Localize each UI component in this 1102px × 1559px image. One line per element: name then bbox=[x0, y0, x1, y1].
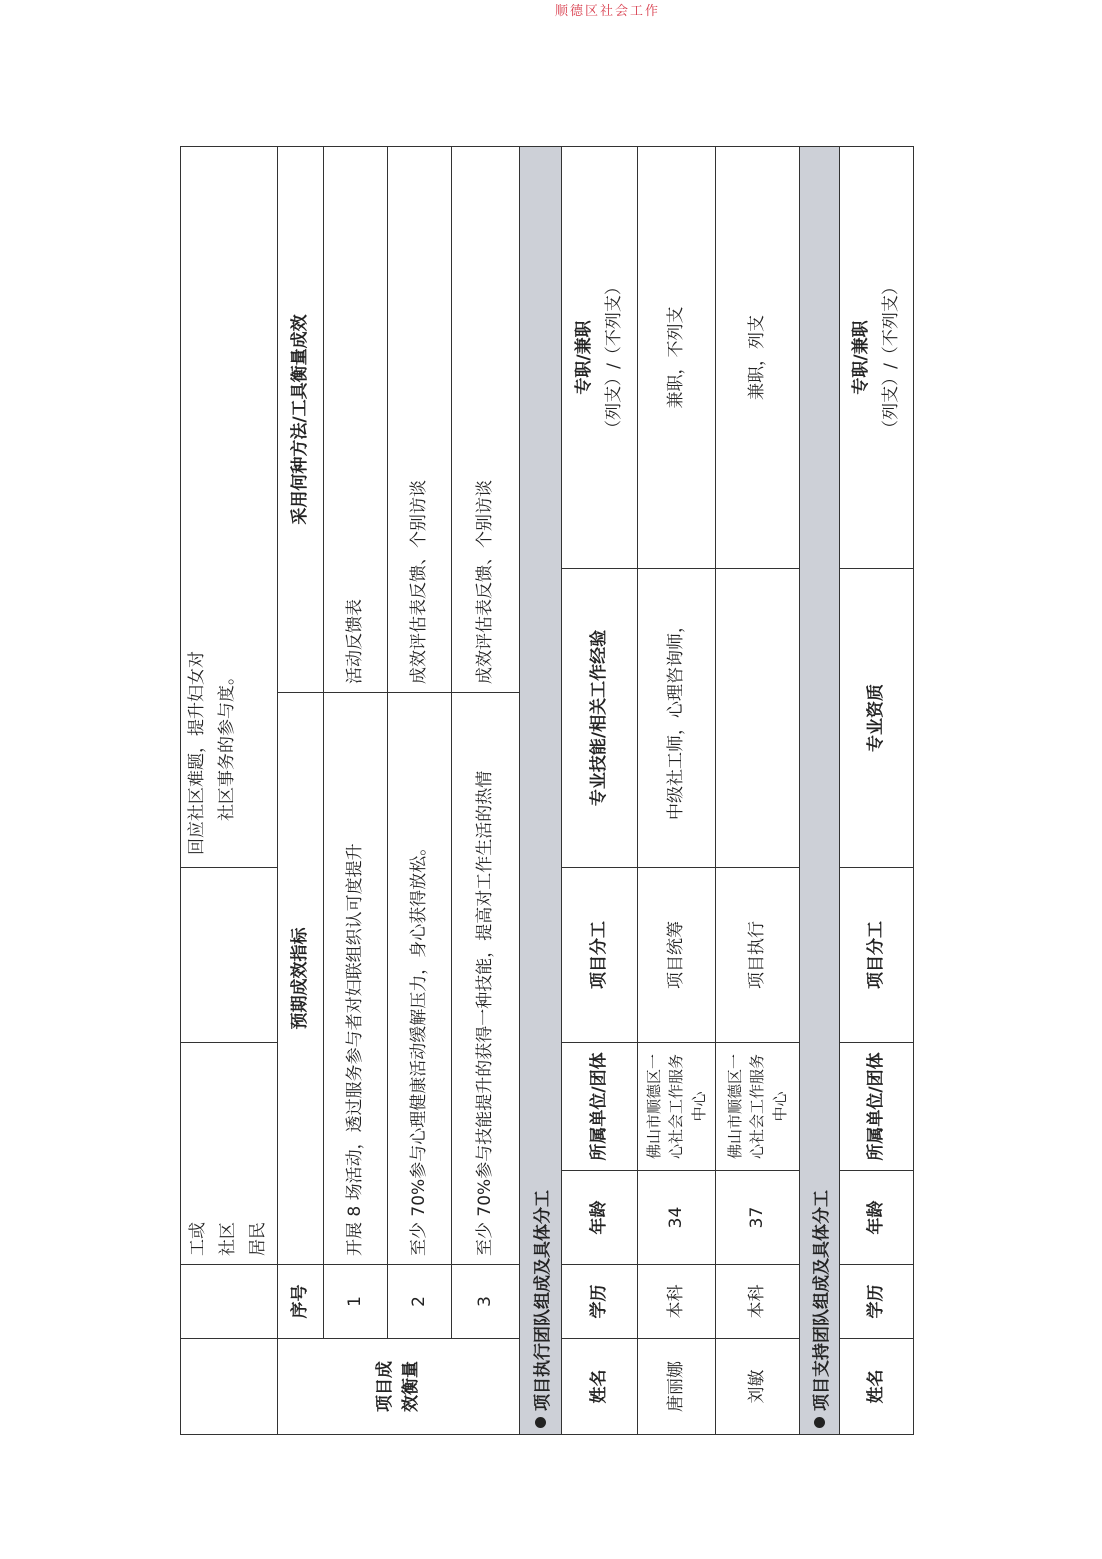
outcome-no: 2 bbox=[388, 1264, 452, 1338]
outcome-method: 活动反馈表 bbox=[324, 146, 388, 692]
outcome-label-line: 项目成 bbox=[375, 1361, 395, 1412]
outcome-method: 成效评估表反馈、个别访谈 bbox=[452, 146, 520, 692]
role-header: 项目分工 bbox=[562, 867, 638, 1042]
bullet-icon bbox=[814, 1417, 825, 1428]
goal-cell bbox=[181, 146, 278, 867]
outcome-row bbox=[452, 146, 520, 1338]
target-group-cell bbox=[181, 1042, 278, 1264]
member-skill: 中级社工师，心理咨询师， bbox=[638, 568, 716, 867]
outcome-indicator: 至少 70%参与心理健康活动缓解压力，身心获得放松。 bbox=[388, 692, 452, 1264]
outcome-row bbox=[388, 146, 452, 1338]
member-edu: 本科 bbox=[716, 1264, 800, 1338]
outcome-no: 3 bbox=[452, 1264, 520, 1338]
exec-member-row bbox=[716, 146, 800, 1434]
goal-line: 社区事务的参与度。 bbox=[216, 668, 237, 821]
qual-header: 专业资质 bbox=[840, 568, 914, 867]
type-header-line: 专职/兼职 bbox=[850, 320, 871, 395]
blank-cell bbox=[181, 867, 278, 1042]
exec-team-title: 项目执行团队组成及具体分工 bbox=[533, 1190, 553, 1411]
outcome-row bbox=[324, 146, 388, 1338]
edu-header: 学历 bbox=[562, 1264, 638, 1338]
outcomes-block bbox=[278, 146, 520, 1434]
member-skill bbox=[716, 568, 800, 867]
target-line: 居民 bbox=[247, 1222, 268, 1256]
outcome-section-label bbox=[278, 1338, 520, 1434]
method-header: 采用何种方法/工具衡量成效 bbox=[278, 146, 324, 692]
unit-header: 所属单位/团体 bbox=[562, 1042, 638, 1170]
support-team-section-title bbox=[800, 146, 840, 1434]
type-header-line: （列支）/（不列支） bbox=[603, 278, 624, 437]
support-header-row bbox=[840, 146, 914, 1434]
member-role: 项目统筹 bbox=[638, 867, 716, 1042]
target-goal-row bbox=[181, 146, 278, 1434]
role-header: 项目分工 bbox=[840, 867, 914, 1042]
member-unit: 佛山市顺德区一心社会工作服务中心 bbox=[638, 1042, 716, 1170]
support-team-title: 项目支持团队组成及具体分工 bbox=[812, 1190, 832, 1411]
indicator-header: 预期成效指标 bbox=[278, 692, 324, 1264]
target-line: 工或 bbox=[188, 1222, 209, 1256]
type-header-line: 专职/兼职 bbox=[573, 320, 594, 395]
edu-header: 学历 bbox=[840, 1264, 914, 1338]
outcome-no: 1 bbox=[324, 1264, 388, 1338]
name-header: 姓名 bbox=[840, 1338, 914, 1434]
member-type: 兼职，不列支 bbox=[638, 146, 716, 568]
exec-header-row bbox=[562, 146, 638, 1434]
type-header bbox=[562, 146, 638, 568]
member-age: 37 bbox=[716, 1170, 800, 1264]
outcome-indicator: 开展 8 场活动，透过服务参与者对妇联组织认可度提升 bbox=[324, 692, 388, 1264]
age-header: 年龄 bbox=[562, 1170, 638, 1264]
blank-cell bbox=[181, 1264, 278, 1338]
bullet-icon bbox=[535, 1417, 546, 1428]
outcome-indicator: 至少 70%参与技能提升的获得一种技能，提高对工作生活的热情 bbox=[452, 692, 520, 1264]
exec-team-section-title bbox=[520, 146, 562, 1434]
name-header: 姓名 bbox=[562, 1338, 638, 1434]
stamp-text: 顺德区社会工作 bbox=[555, 4, 661, 19]
member-role: 项目执行 bbox=[716, 867, 800, 1042]
member-type: 兼职，列支 bbox=[716, 146, 800, 568]
type-header-line: （列支）/（不列支） bbox=[880, 278, 901, 437]
member-name: 刘敏 bbox=[716, 1338, 800, 1434]
target-line: 社区 bbox=[218, 1222, 239, 1256]
skill-header: 专业技能/相关工作经验 bbox=[562, 568, 638, 867]
rotated-form-table bbox=[180, 147, 913, 1435]
no-header: 序号 bbox=[278, 1264, 324, 1338]
member-name: 唐丽娜 bbox=[638, 1338, 716, 1434]
blank-cell bbox=[181, 1338, 278, 1434]
member-unit: 佛山市顺德区一心社会工作服务中心 bbox=[716, 1042, 800, 1170]
unit-header: 所属单位/团体 bbox=[840, 1042, 914, 1170]
member-age: 34 bbox=[638, 1170, 716, 1264]
outcome-method: 成效评估表反馈、个别访谈 bbox=[388, 146, 452, 692]
goal-line: 回应社区难题，提升妇女对 bbox=[187, 651, 207, 855]
age-header: 年龄 bbox=[840, 1170, 914, 1264]
form-table bbox=[180, 146, 914, 1435]
member-edu: 本科 bbox=[638, 1264, 716, 1338]
exec-member-row bbox=[638, 146, 716, 1434]
outcome-header-row bbox=[278, 146, 324, 1338]
outcome-label-line: 效衡量 bbox=[400, 1361, 421, 1412]
type-header bbox=[840, 146, 914, 568]
